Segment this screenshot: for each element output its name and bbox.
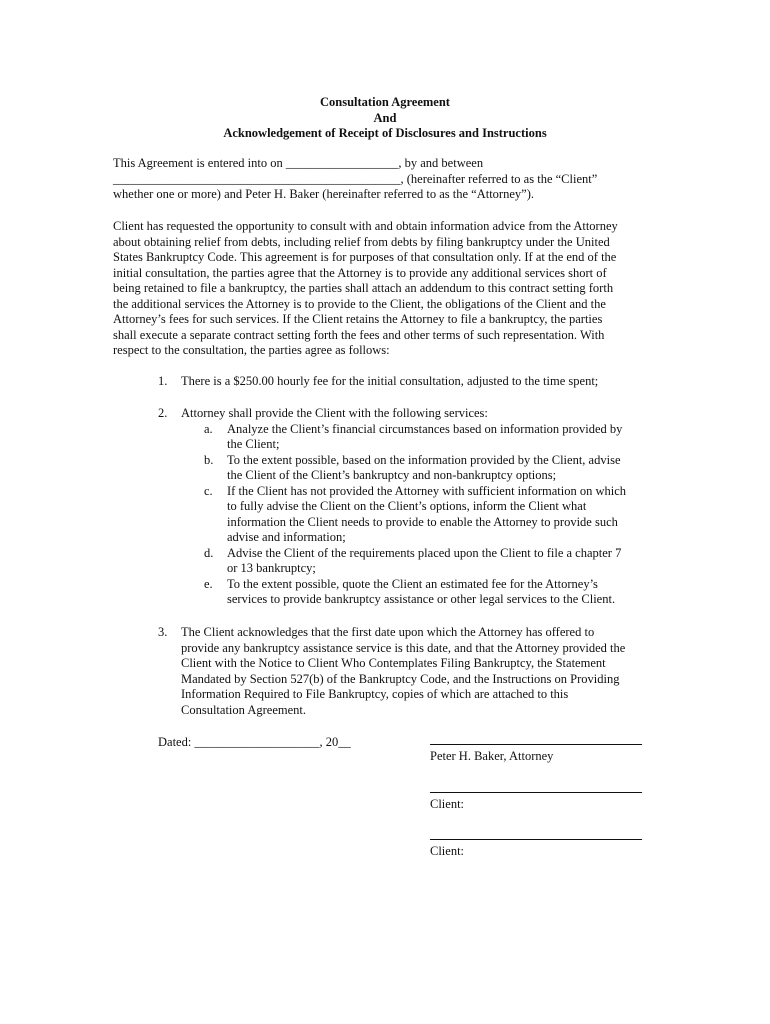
list-item-2 — [158, 406, 653, 608]
sub-item-line: Analyze the Client’s financial circumstances based on information provided by — [227, 421, 623, 436]
list-number: 2. — [158, 406, 168, 420]
intro-paragraph — [113, 156, 658, 203]
attorney-signature-line — [430, 744, 642, 745]
title-line-1: Consultation Agreement — [320, 95, 450, 109]
intro-line-1: This Agreement is entered into on __________________, by and between — [113, 156, 484, 170]
title-line-2: And — [373, 110, 397, 125]
sub-item-line: to fully advise the Client on the Client’s options, inform the Client what — [227, 499, 587, 513]
client-signature-label: Client: — [430, 844, 465, 858]
client-signature-label: Client: — [430, 797, 465, 811]
paragraph-line: the additional services the Attorney is to provide to the Client, the obligations of the Client and the — [113, 296, 606, 311]
list-item-line: Consultation Agreement. — [181, 702, 306, 717]
sub-letter: a. — [204, 421, 213, 436]
sub-letter: c. — [204, 483, 213, 498]
sub-item-line: the Client; — [227, 437, 280, 451]
list-item-line: provide any bankruptcy assistance service is this date, and that the Attorney provided the — [181, 640, 626, 655]
sub-item-b — [204, 453, 653, 484]
paragraph-line: initial consultation, the parties agree that the Attorney is to provide any additional services short of — [113, 265, 607, 280]
list-item-text: Attorney shall provide the Client with the following services: — [181, 406, 488, 420]
list-item-line: The Client acknowledges that the first date upon which the Attorney has offered to — [181, 625, 595, 639]
paragraph-line: shall execute a separate contract setting forth the fees and other terms of such representation. With — [113, 327, 605, 342]
attorney-signature-label: Peter H. Baker, Attorney — [430, 749, 554, 763]
paragraph-line: States Bankruptcy Code. This agreement is for purposes of that consultation only. If at the end of the — [113, 250, 617, 264]
client-signature-block-2 — [430, 839, 642, 860]
client-signature-block-1 — [430, 792, 642, 813]
list-number: 3. — [158, 625, 168, 639]
sub-item-line: services to provide bankruptcy assistance or other legal services to the Client. — [227, 592, 616, 606]
list-item-line: Client with the Notice to Client Who Contemplates Filing Bankruptcy, the Statement — [181, 656, 606, 670]
intro-line-3: whether one or more) and Peter H. Baker (hereinafter referred to as the “Attorney”). — [113, 187, 534, 201]
attorney-signature-block — [430, 744, 642, 765]
sub-item-line: Advise the Client of the requirements placed upon the Client to file a chapter 7 — [227, 545, 622, 560]
sub-letter: d. — [204, 545, 214, 560]
sub-item-line: If the Client has not provided the Attorney with sufficient information on which — [227, 483, 626, 498]
sub-item-d — [204, 546, 653, 577]
sub-item-c — [204, 484, 653, 546]
paragraph-line: Attorney’s fees for such services. If the Client retains the Attorney to file a bankruptcy, the parties — [113, 312, 603, 326]
sub-item-line: the Client of the Client’s bankruptcy and non-bankruptcy options; — [227, 468, 557, 482]
sub-item-line: or 13 bankruptcy; — [227, 561, 316, 575]
paragraph-line: Client has requested the opportunity to consult with and obtain information advice from the Attorney — [113, 219, 618, 233]
sub-item-line: To the extent possible, based on the information provided by the Client, advise — [227, 452, 621, 467]
title-line-3: Acknowledgement of Receipt of Disclosures and Instructions — [223, 126, 547, 140]
sub-item-line: advise and information; — [227, 530, 346, 544]
consultation-paragraph — [113, 219, 658, 359]
list-item-3 — [158, 625, 653, 718]
list-item-line: Mandated by Section 527(b) of the Bankruptcy Code, and the Instructions on Providing — [181, 671, 620, 686]
sub-item-e — [204, 577, 653, 608]
paragraph-line: being retained to file a bankruptcy, the parties shall attach an addendum to this contract setting forth — [113, 281, 614, 295]
list-item-text: There is a $250.00 hourly fee for the initial consultation, adjusted to the time spent; — [181, 374, 599, 388]
intro-line-2: ______________________________________________, (hereinafter referred to as the “Client” — [113, 171, 598, 186]
list-item-line: Information Required to File Bankruptcy, copies of which are attached to this — [181, 687, 569, 701]
paragraph-line: about obtaining relief from debts, including relief from debts by filing bankruptcy under the United — [113, 234, 610, 249]
sub-letter: e. — [204, 576, 213, 591]
sub-item-a — [204, 422, 653, 453]
list-item-1 — [158, 374, 653, 390]
dated-field: Dated: ____________________, 20__ — [158, 735, 351, 749]
sub-letter: b. — [204, 452, 214, 467]
client-signature-line — [430, 792, 642, 793]
sub-item-line: information the Client needs to provide to enable the Attorney to provide such — [227, 514, 618, 529]
client-signature-line — [430, 839, 642, 840]
paragraph-line: respect to the consultation, the parties agree as follows: — [113, 343, 390, 357]
sub-item-line: To the extent possible, quote the Client an estimated fee for the Attorney’s — [227, 576, 598, 591]
list-number: 1. — [158, 374, 168, 388]
document-title — [0, 95, 770, 142]
sub-list — [204, 422, 653, 608]
